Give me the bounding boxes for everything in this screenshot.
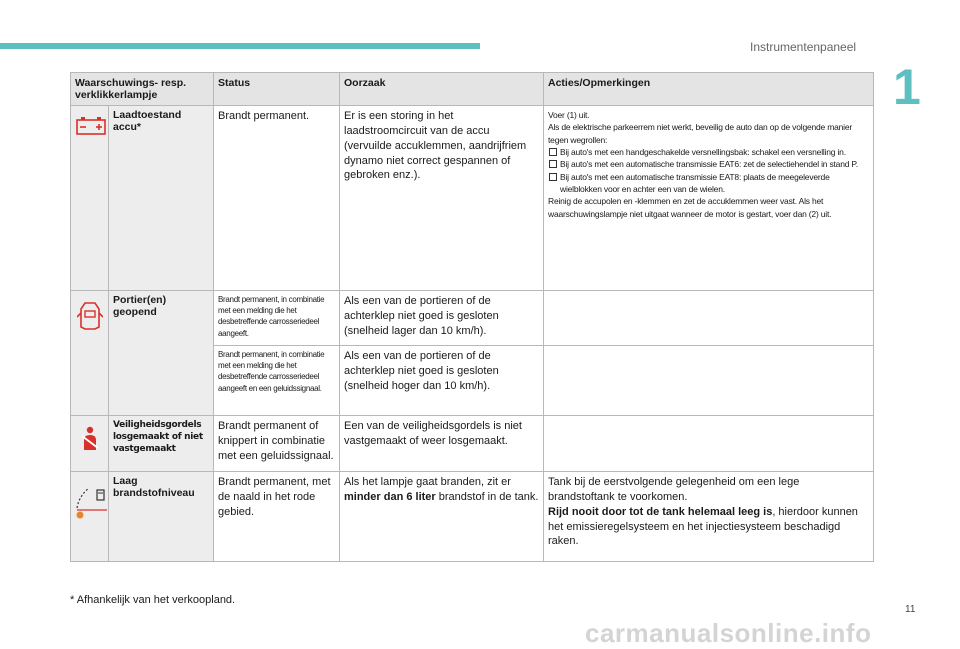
header-status: Status	[214, 73, 340, 106]
belt-actions	[544, 416, 874, 472]
seatbelt-icon	[79, 439, 101, 456]
fuel-gauge-icon	[75, 509, 109, 526]
fuel-cause: Als het lampje gaat branden, zit er minder dan 6 liter brandstof in de tank.	[340, 472, 544, 562]
door-actions-1	[544, 291, 874, 346]
section-title: Instrumentenpaneel	[750, 40, 857, 54]
footnote: * Afhankelijk van het verkoopland.	[70, 594, 236, 606]
battery-icon-cell	[71, 106, 109, 291]
door-actions-2	[544, 346, 874, 416]
top-accent-bar	[0, 43, 480, 49]
door-status-2: Brandt permanent, in combinatie met een melding die het desbetreffende carrosseriedeel aangeeft en een geluidssignaal.	[214, 346, 340, 416]
door-cause-1: Als een van de portieren of de achterklep niet goed is gesloten (snelheid lager dan 10 km/h).	[340, 291, 544, 346]
warning-lights-table	[70, 72, 874, 562]
header-light: Waarschuwings- resp. verklikkerlampje	[71, 73, 214, 106]
fuel-status: Brandt permanent, met de naald in het rode gebied.	[214, 472, 340, 562]
battery-action-outro: Reinig de accupolen en -klemmen en zet de accuklemmen weer vast. Als het waarschuwingslampje niet uitgaat wanneer de motor is gestart, voer dan (2) uit.	[548, 196, 832, 219]
fuel-action-warning: Rijd nooit door tot de tank helemaal leeg is	[548, 505, 773, 518]
fuel-icon-cell	[71, 472, 109, 562]
table-row-fuel	[71, 472, 874, 562]
battery-action-intro: Voer (1) uit.	[548, 110, 590, 120]
table-row-door-slow	[71, 291, 874, 346]
belt-cause: Een van de veiligheidsgordels is niet vastgemaakt of weer losgemaakt.	[340, 416, 544, 472]
fuel-cause-highlight: minder dan 6 liter	[344, 490, 436, 503]
door-icon-cell	[71, 291, 109, 416]
table-row-battery	[71, 106, 874, 291]
list-item: Bij auto's met een handgeschakelde versnellingsbak: schakel een versnelling in.	[560, 146, 869, 158]
checkbox-bullet-icon	[549, 160, 557, 168]
checkbox-bullet-icon	[549, 173, 557, 181]
table-row-seatbelt	[71, 416, 874, 472]
table-header-row	[71, 73, 874, 106]
watermark: carmanualsonline.info	[585, 618, 872, 648]
belt-icon-cell	[71, 416, 109, 472]
battery-name: Laadtoestand accu*	[109, 106, 214, 291]
battery-icon	[75, 123, 107, 140]
checkbox-bullet-icon	[549, 148, 557, 156]
belt-status: Brandt permanent of knippert in combinatie met een geluidssignaal.	[214, 416, 340, 472]
page-number: 11	[905, 604, 916, 615]
battery-actions	[544, 106, 874, 291]
header-cause: Oorzaak	[340, 73, 544, 106]
list-item: Bij auto's met een automatische transmissie EAT6: zet de selectiehendel in stand P.	[560, 158, 869, 170]
fuel-name: Laag brandstofniveau	[109, 472, 214, 562]
belt-name: Veiligheidsgordels losgemaakt of niet vastgemaakt	[109, 416, 214, 472]
header-actions: Acties/Opmerkingen	[544, 73, 874, 106]
battery-action-intro2: Als de elektrische parkeerrem niet werkt, beveilig de auto dan op de volgende manier tegen wegrollen:	[548, 122, 853, 145]
battery-action-list	[548, 146, 869, 195]
list-item: Bij auto's met een automatische transmissie EAT8: plaats de meegeleverde wielblokken voor en achter een van de wielen.	[560, 171, 869, 196]
fuel-actions: Tank bij de eerstvolgende gelegenheid om een lege brandstoftank te voorkomen. Rijd nooit door tot de tank helemaal leeg is, hierdoor kunnen het emissieregelsysteem en het injectiesysteem beschadigd raken.	[544, 472, 874, 562]
door-name: Portier(en) geopend	[109, 291, 214, 416]
door-status-1: Brandt permanent, in combinatie met een melding die het desbetreffende carrosseriedeel aangeeft.	[214, 291, 340, 346]
door-cause-2: Als een van de portieren of de achterklep niet goed is gesloten (snelheid hoger dan 10 km/h).	[340, 346, 544, 416]
battery-status: Brandt permanent.	[214, 106, 340, 291]
car-door-open-icon	[77, 318, 103, 335]
chapter-number: 1	[893, 59, 921, 115]
battery-cause: Er is een storing in het laadstroomcircuit van de accu (vervuilde accuklemmen, aandrijfriem dynamo niet correct gespannen of gebroken enz.).	[340, 106, 544, 291]
